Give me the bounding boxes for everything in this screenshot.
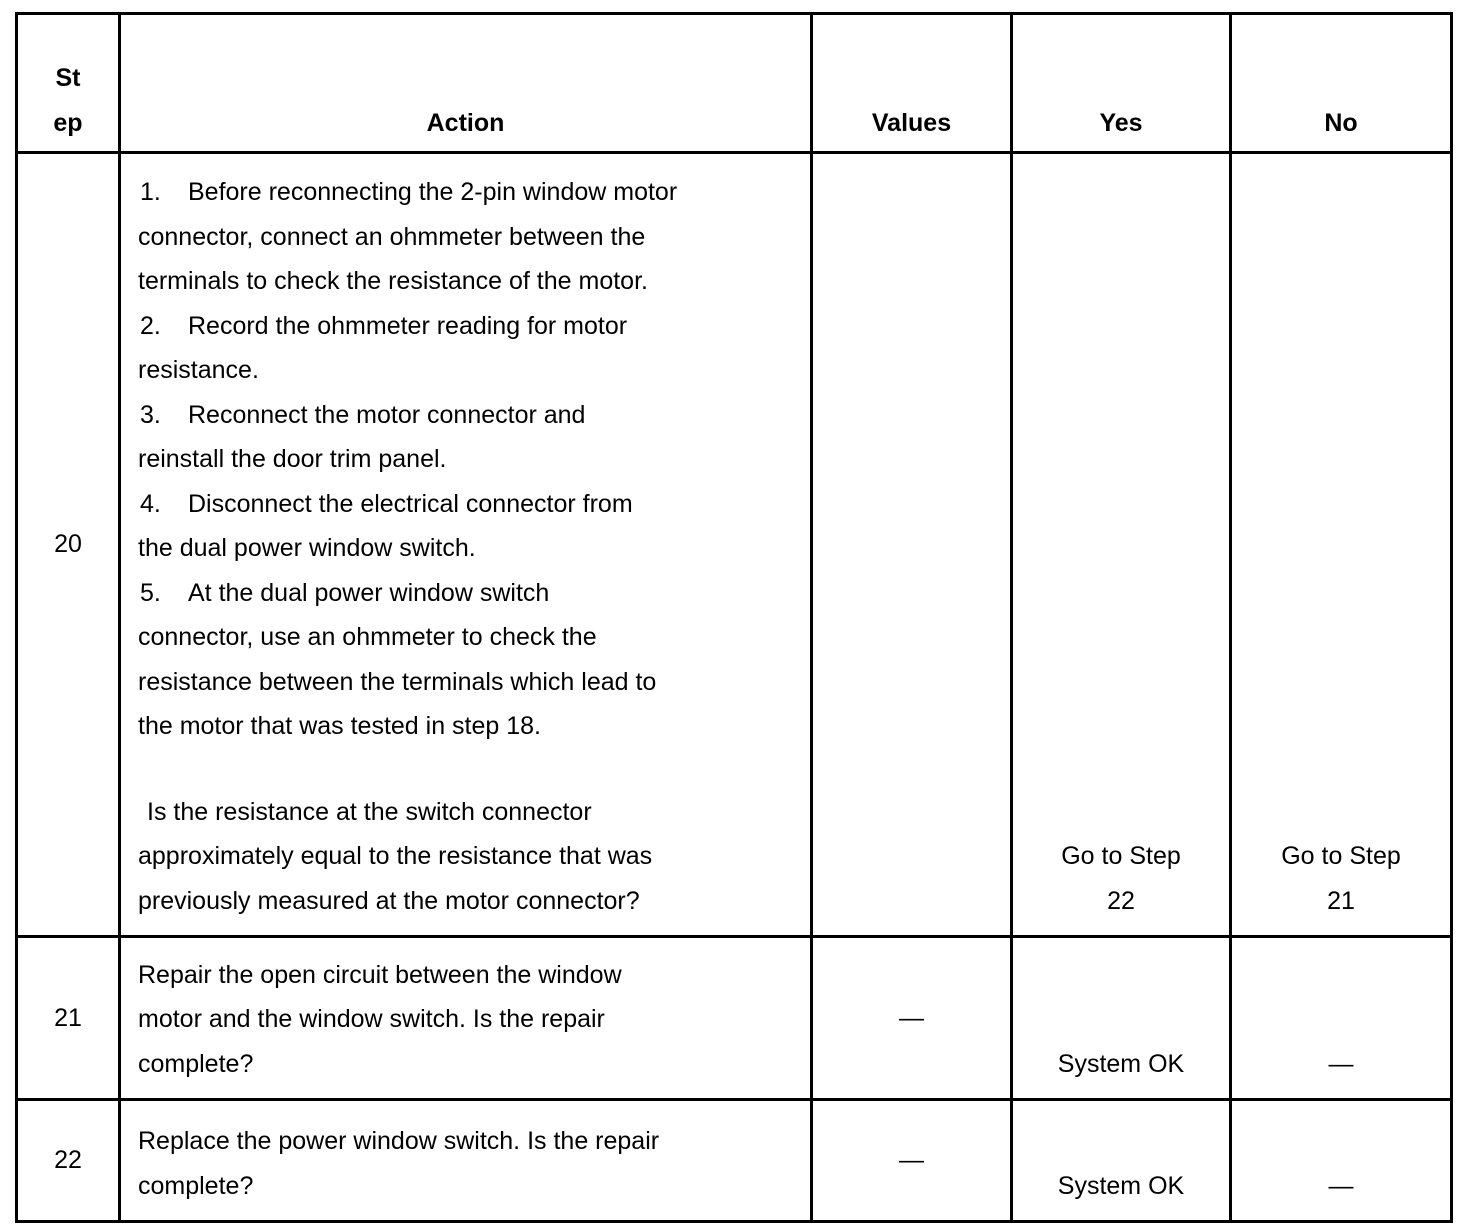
step-number: 20 xyxy=(17,153,120,937)
step-number: 22 xyxy=(17,1100,120,1222)
action-item-5: 5. At the dual power window switch xyxy=(140,578,550,607)
question-line: previously measured at the motor connector? xyxy=(138,886,640,915)
action-item-2: 2. Record the ohmmeter reading for motor xyxy=(140,311,628,340)
action-text-line: the dual power window switch. xyxy=(138,534,476,562)
yes-text-line: Go to Step xyxy=(1061,842,1181,870)
step-number: 21 xyxy=(17,937,120,1100)
action-text-line: the motor that was tested in step 18. xyxy=(138,712,542,740)
values-column-header: Values xyxy=(812,14,1012,153)
action-text-line: resistance between the terminals which lead to xyxy=(138,667,657,696)
action-text-line: reinstall the door trim panel. xyxy=(138,445,447,473)
action-cell xyxy=(120,1100,812,1222)
step-column-header xyxy=(17,14,120,153)
action-text-line: connector, connect an ohmmeter between the xyxy=(138,222,646,251)
action-text-line: terminals to check the resistance of the motor. xyxy=(138,267,648,295)
values-cell: — xyxy=(812,1100,1012,1222)
no-cell: — xyxy=(1231,937,1452,1100)
values-cell xyxy=(812,153,1012,937)
table-row-step-22 xyxy=(17,1100,1452,1222)
step-header-line-2: ep xyxy=(53,108,83,137)
question-line: approximately equal to the resistance that was xyxy=(138,842,653,870)
action-text-line: complete? xyxy=(138,1171,254,1200)
action-text-line: Replace the power window switch. Is the repair xyxy=(138,1127,660,1155)
spacer xyxy=(138,749,790,790)
header-row xyxy=(17,14,1452,153)
action-text-line: complete? xyxy=(138,1049,254,1078)
action-text-line: resistance. xyxy=(138,356,259,384)
action-item-1: 1. Before reconnecting the 2-pin window motor xyxy=(140,178,678,206)
yes-step-number: 22 xyxy=(1107,886,1135,915)
yes-column-header: Yes xyxy=(1012,14,1231,153)
no-step-number: 21 xyxy=(1327,886,1355,915)
action-cell xyxy=(120,937,812,1100)
no-text-line: Go to Step xyxy=(1281,842,1401,870)
yes-cell xyxy=(1012,153,1231,937)
no-column-header: No xyxy=(1231,14,1452,153)
table-row-step-21 xyxy=(17,937,1452,1100)
values-cell: — xyxy=(812,937,1012,1100)
action-text-line: connector, use an ohmmeter to check the xyxy=(138,623,597,651)
action-item-3: 3. Reconnect the motor connector and xyxy=(140,400,586,429)
no-cell xyxy=(1231,153,1452,937)
yes-cell: System OK xyxy=(1012,937,1231,1100)
action-text-line: Repair the open circuit between the window xyxy=(138,960,622,989)
action-item-4: 4. Disconnect the electrical connector from xyxy=(140,489,633,518)
table-row-step-20 xyxy=(17,153,1452,937)
step-header-line-1: St xyxy=(55,64,81,92)
yes-cell: System OK xyxy=(1012,1100,1231,1222)
action-cell xyxy=(120,153,812,937)
no-cell: — xyxy=(1231,1100,1452,1222)
diagnostic-table xyxy=(15,12,1453,1223)
action-column-header: Action xyxy=(120,14,812,153)
action-text-line: motor and the window switch. Is the repair xyxy=(138,1005,605,1033)
question-line: Is the resistance at the switch connector xyxy=(147,797,592,826)
